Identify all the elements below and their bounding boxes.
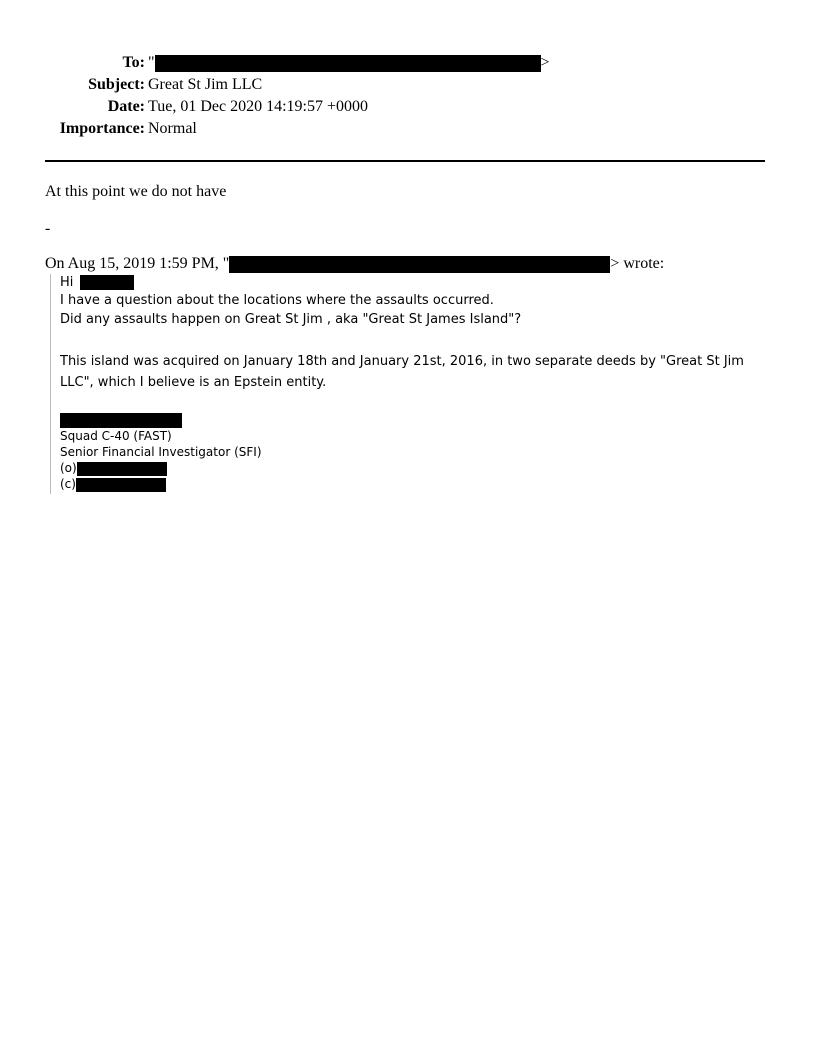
quoted-line: I have a question about the locations where the assaults occurred. <box>60 293 494 308</box>
subject-value: Great St Jim LLC <box>148 76 263 93</box>
signature-cell <box>60 477 166 492</box>
office-label: (o) <box>60 461 77 475</box>
reply-dash: - <box>45 220 51 237</box>
quoted-line: LLC", which I believe is an Epstein entity. <box>60 375 327 390</box>
importance-label: Importance: <box>59 120 145 137</box>
date-value: Tue, 01 Dec 2020 14:19:57 +0000 <box>148 98 368 115</box>
redaction-block <box>76 478 166 492</box>
redaction-block <box>155 55 541 72</box>
attribution-prefix: On Aug 15, 2019 1:59 PM, " <box>45 255 230 272</box>
to-prefix: " <box>148 54 155 71</box>
quoted-greeting <box>60 274 134 292</box>
to-value <box>148 52 550 74</box>
quoted-line: Did any assaults happen on Great St Jim , aka "Great St James Island"? <box>60 312 522 327</box>
signature-office <box>60 461 167 476</box>
cell-label: (c) <box>60 477 76 491</box>
subject-label: Subject: <box>88 76 145 93</box>
signature-title: Senior Financial Investigator (SFI) <box>60 445 262 459</box>
redaction-block <box>229 256 610 273</box>
date-label: Date: <box>107 98 145 115</box>
redaction-block <box>60 413 182 428</box>
quoted-message <box>50 274 751 494</box>
to-suffix: > <box>540 54 550 71</box>
attribution-suffix: > wrote: <box>610 255 665 272</box>
importance-value: Normal <box>148 120 197 137</box>
signature-squad: Squad C-40 (FAST) <box>60 429 172 443</box>
quote-attribution <box>45 254 664 274</box>
header-divider <box>45 160 765 162</box>
reply-text: At this point we do not have <box>45 183 227 200</box>
redaction-block <box>80 275 134 290</box>
greeting-text: Hi <box>60 275 74 290</box>
to-label: To: <box>122 54 145 71</box>
redaction-block <box>77 462 167 476</box>
quoted-line: This island was acquired on January 18th and January 21st, 2016, in two separate deeds by "Great St Jim <box>60 354 744 369</box>
